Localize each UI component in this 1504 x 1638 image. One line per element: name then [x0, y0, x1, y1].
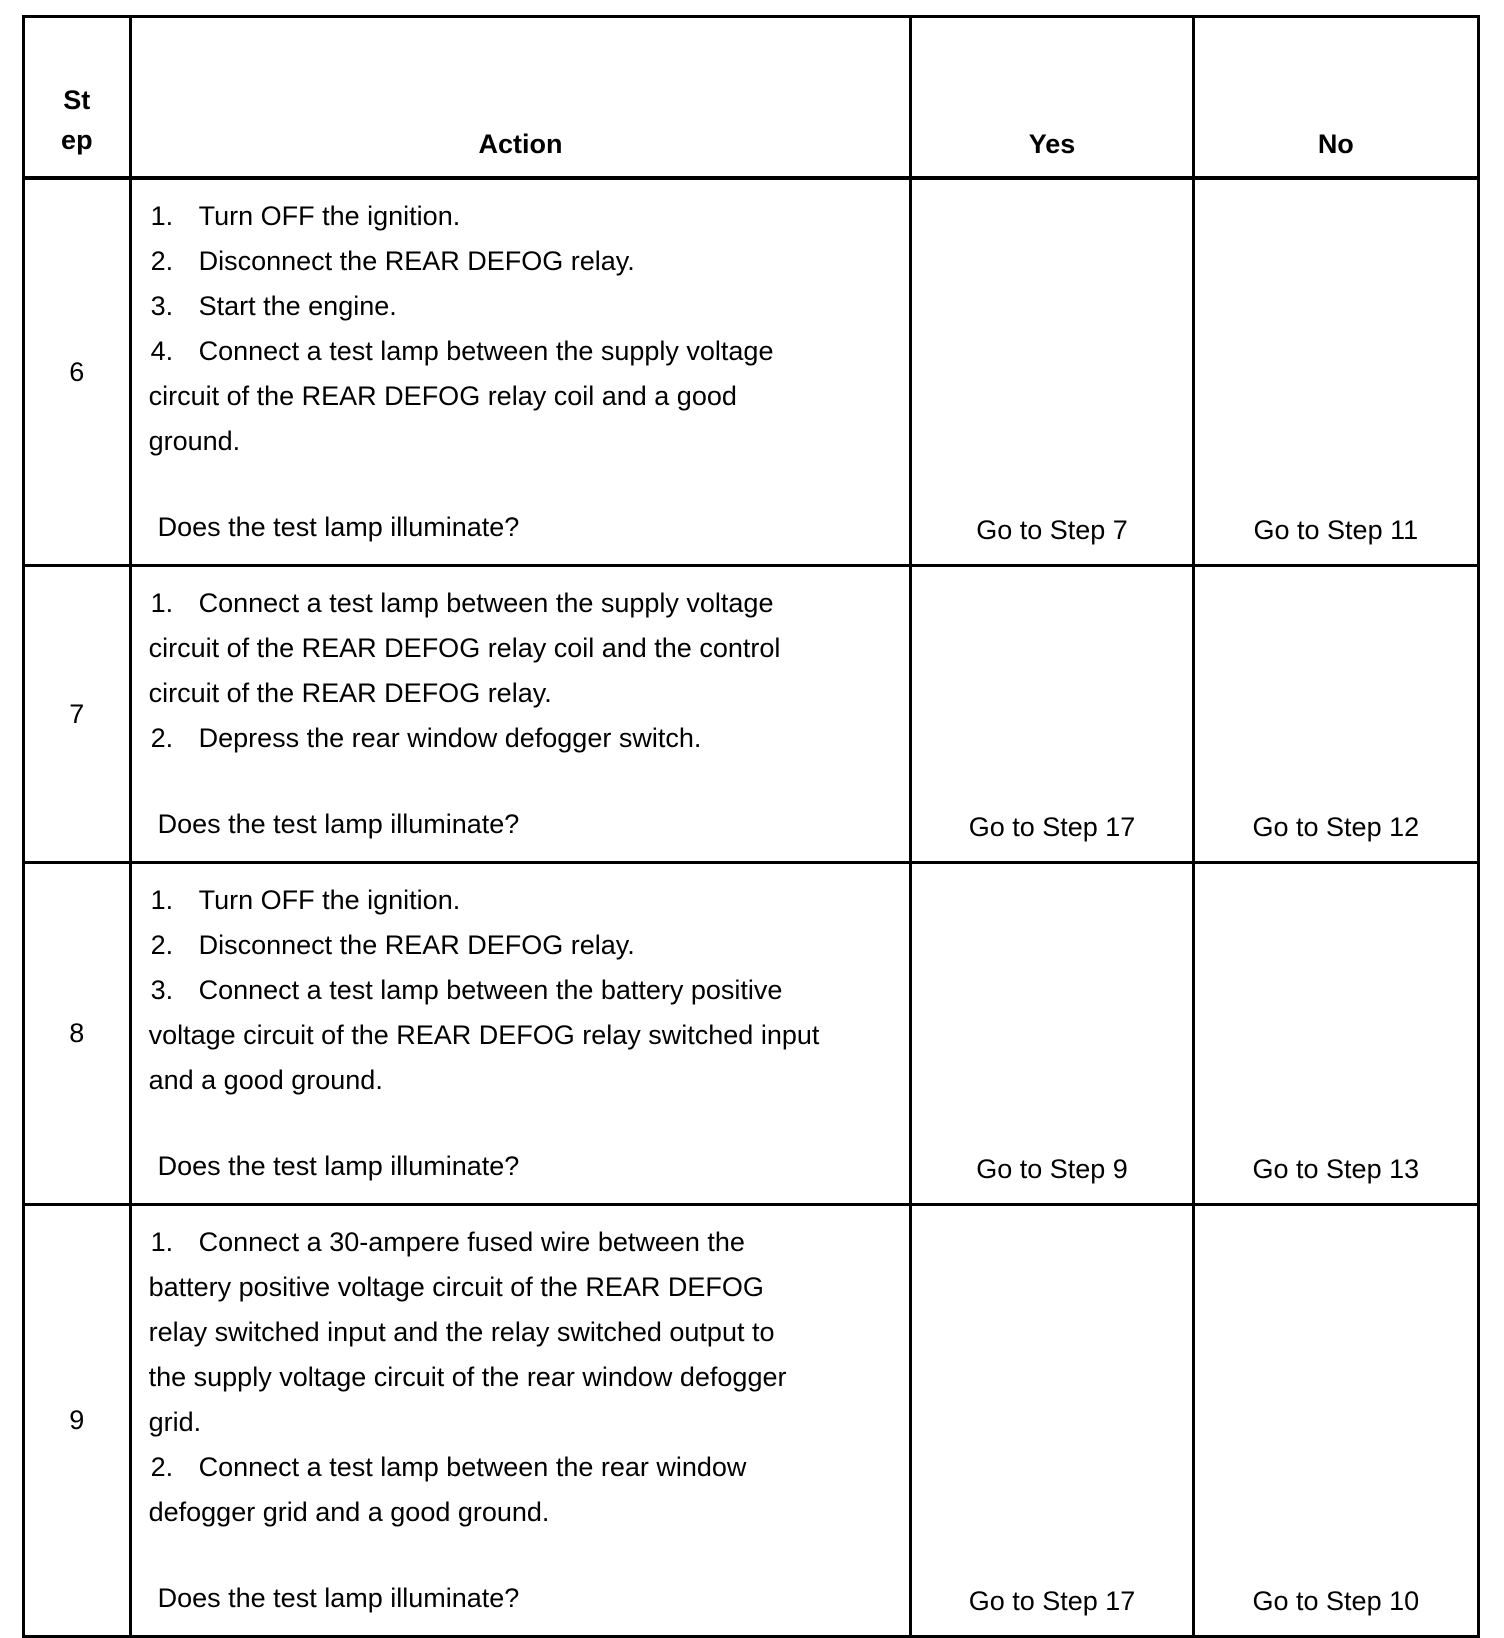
action-item	[149, 878, 892, 923]
item-text: Turn OFF the ignition.	[198, 885, 461, 915]
header-action: Action	[130, 17, 911, 179]
item-number: 4.	[150, 336, 174, 366]
action-item	[149, 194, 892, 239]
question-text: Does the test lamp illuminate?	[157, 1151, 520, 1181]
action-item	[149, 329, 789, 464]
action-item	[149, 716, 892, 761]
item-number: 3.	[150, 291, 174, 321]
action-item	[149, 968, 839, 1103]
no-result: Go to Step 10	[1193, 1205, 1478, 1637]
step-number: 6	[24, 178, 131, 566]
item-text: Connect a 30-ampere fused wire between the battery positive voltage circuit of the REAR DEFOG relay switched input and the relay switched output to the supply voltage circuit of the rear window defogger grid.	[148, 1227, 787, 1437]
no-result: Go to Step 11	[1193, 178, 1478, 566]
action-item	[149, 239, 892, 284]
action-cell	[130, 1205, 911, 1637]
question-text: Does the test lamp illuminate?	[157, 512, 520, 542]
item-number: 1.	[150, 1227, 174, 1257]
header-yes: Yes	[911, 17, 1193, 179]
item-text: Connect a test lamp between the supply voltage circuit of the REAR DEFOG relay coil and the control circuit of the REAR DEFOG relay.	[148, 588, 781, 708]
diagnostic-table	[22, 15, 1480, 1638]
header-step-line1: St	[63, 85, 91, 115]
yes-result: Go to Step 9	[911, 863, 1193, 1205]
step-number: 8	[24, 863, 131, 1205]
action-item	[149, 1445, 769, 1535]
action-cell	[130, 178, 911, 566]
table-row	[24, 1205, 1479, 1637]
question-text: Does the test lamp illuminate?	[157, 809, 520, 839]
item-text: Disconnect the REAR DEFOG relay.	[198, 930, 635, 960]
header-step-line2: ep	[61, 125, 93, 155]
item-number: 2.	[150, 246, 174, 276]
no-result: Go to Step 13	[1193, 863, 1478, 1205]
step-number: 9	[24, 1205, 131, 1637]
action-cell	[130, 566, 911, 863]
action-item	[149, 1220, 809, 1445]
yes-result: Go to Step 17	[911, 1205, 1193, 1637]
item-number: 2.	[150, 1452, 174, 1482]
yes-result: Go to Step 7	[911, 178, 1193, 566]
item-text: Start the engine.	[198, 291, 397, 321]
item-text: Connect a test lamp between the supply voltage circuit of the REAR DEFOG relay coil and a good ground.	[148, 336, 774, 456]
item-number: 3.	[150, 975, 174, 1005]
question-text: Does the test lamp illuminate?	[157, 1583, 520, 1613]
header-row	[24, 17, 1479, 179]
table-row	[24, 566, 1479, 863]
item-text: Connect a test lamp between the battery positive voltage circuit of the REAR DEFOG relay switched input and a good ground.	[148, 975, 820, 1095]
item-text: Depress the rear window defogger switch.	[198, 723, 702, 753]
yes-result: Go to Step 17	[911, 566, 1193, 863]
action-item	[149, 284, 892, 329]
step-number: 7	[24, 566, 131, 863]
no-result: Go to Step 12	[1193, 566, 1478, 863]
item-text: Disconnect the REAR DEFOG relay.	[198, 246, 635, 276]
item-number: 2.	[150, 723, 174, 753]
item-number: 2.	[150, 930, 174, 960]
item-number: 1.	[150, 885, 174, 915]
table-row	[24, 863, 1479, 1205]
item-text: Turn OFF the ignition.	[198, 201, 461, 231]
item-number: 1.	[150, 588, 174, 618]
header-no: No	[1193, 17, 1478, 179]
header-step	[24, 17, 131, 179]
table-row	[24, 178, 1479, 566]
action-cell	[130, 863, 911, 1205]
item-text: Connect a test lamp between the rear window defogger grid and a good ground.	[148, 1452, 747, 1527]
action-item	[149, 581, 789, 716]
action-item	[149, 923, 892, 968]
item-number: 1.	[150, 201, 174, 231]
